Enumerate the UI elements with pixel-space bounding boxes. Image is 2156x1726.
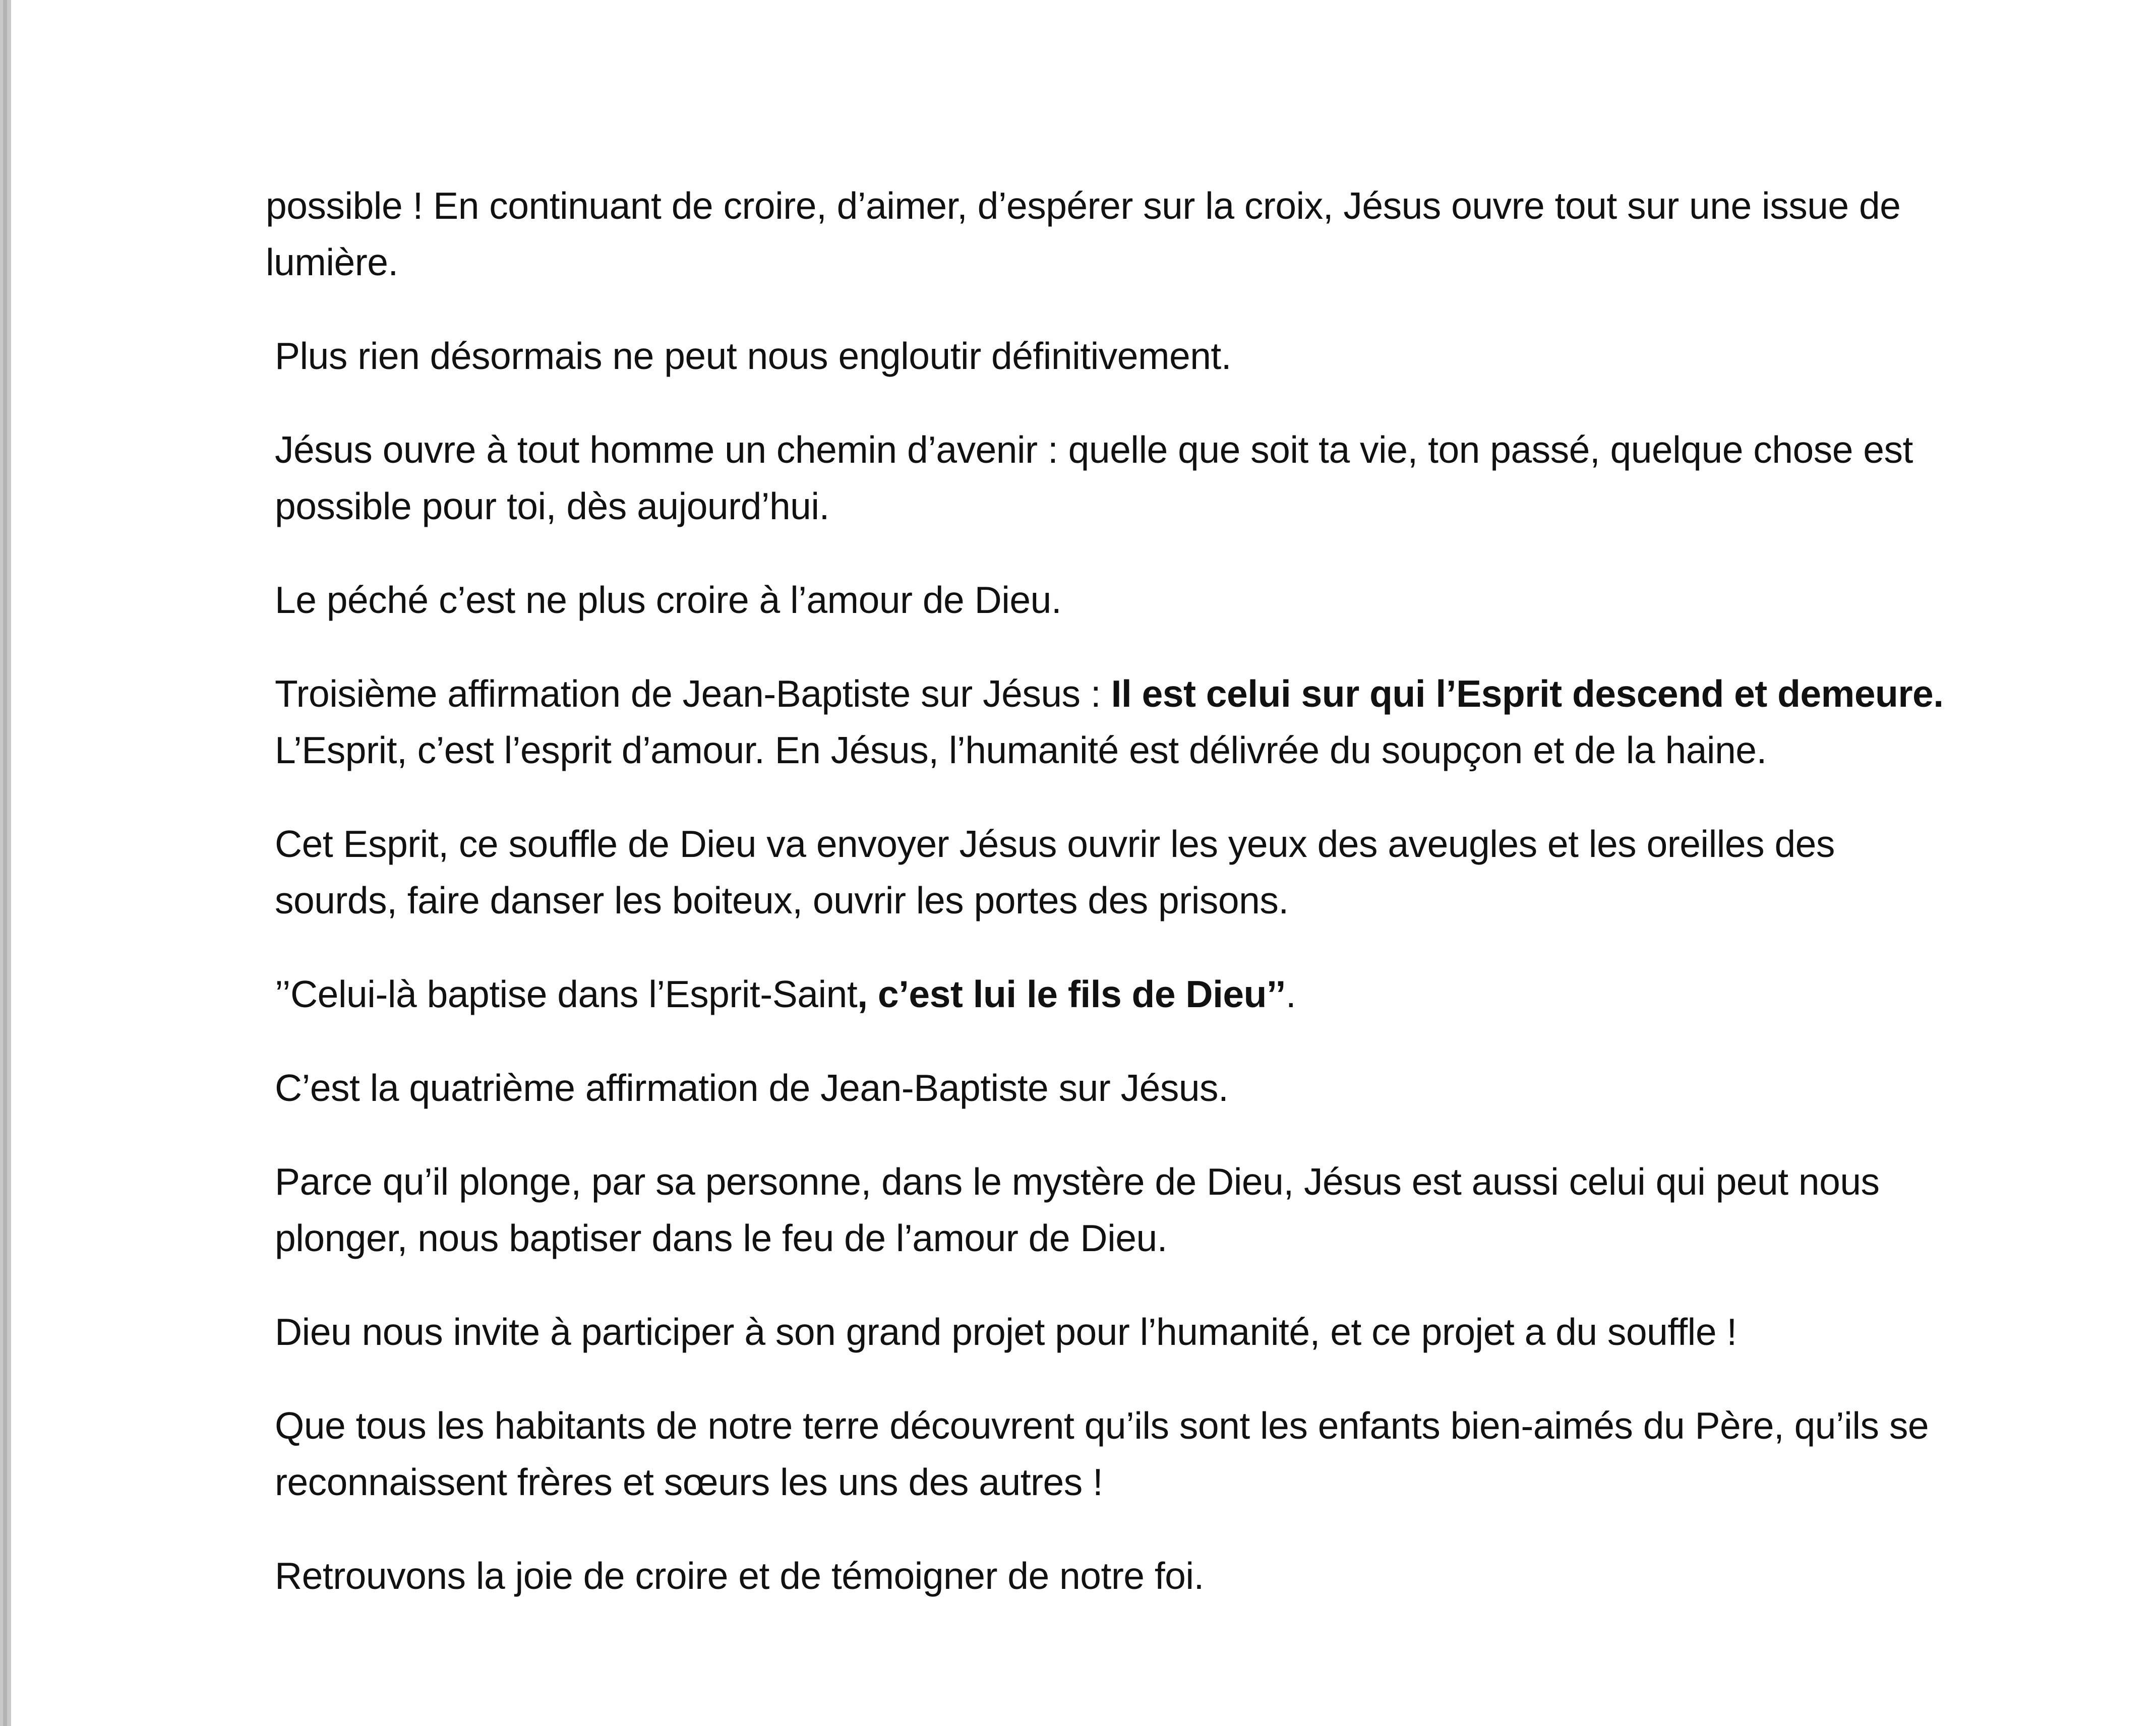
paragraph-11: [266, 1397, 1950, 1510]
paragraph-4: [266, 572, 1950, 628]
paragraph-2: [266, 328, 1950, 384]
paragraph-bold-text: , c’est lui le fils de Dieu’’: [857, 973, 1286, 1015]
paragraph-text: Cet Esprit, ce souffle de Dieu va envoyer Jésus ouvrir les yeux des aveugles et les oreilles des sourds, faire danser les boiteux, ouvrir les portes des prisons.: [275, 823, 1835, 921]
paragraph-text: Parce qu’il plonge, par sa personne, dans le mystère de Dieu, Jésus est aussi celui qui peut nous plonger, nous baptiser dans le feu de l’amour de Dieu.: [275, 1160, 1880, 1259]
paragraph-bold-text: Il est celui sur qui l’Esprit descend et demeure.: [1111, 672, 1944, 715]
paragraph-text: Retrouvons la joie de croire et de témoigner de notre foi.: [275, 1555, 1204, 1597]
page-left-edge-line: [3, 0, 7, 1726]
paragraph-text: Que tous les habitants de notre terre découvrent qu’ils sont les enfants bien-aimés du Père, qu’ils se reconnaissent frères et sœurs les uns des autres !: [275, 1404, 1929, 1503]
paragraph-5: [266, 665, 1950, 778]
paragraph-12: [266, 1548, 1950, 1604]
paragraph-text-before: ’’Celui-là baptise dans l’Esprit-Saint: [275, 973, 858, 1015]
paragraph-text: possible ! En continuant de croire, d’aimer, d’espérer sur la croix, Jésus ouvre tout sur une issue de lumière.: [266, 184, 1901, 283]
page-left-edge: [0, 0, 11, 1726]
paragraph-1: [266, 177, 1950, 290]
paragraph-8: [266, 1060, 1950, 1116]
paragraph-text-after: L’Esprit, c’est l’esprit d’amour. En Jésus, l’humanité est délivrée du soupçon et de la haine.: [275, 729, 1767, 771]
paragraph-7: [266, 966, 1950, 1022]
paragraph-text-before: Troisième affirmation de Jean-Baptiste sur Jésus :: [275, 672, 1111, 715]
paragraph-text-after: .: [1285, 973, 1296, 1015]
document-body: [266, 177, 1950, 1641]
paragraph-text: Dieu nous invite à participer à son grand projet pour l’humanité, et ce projet a du souffle !: [275, 1311, 1737, 1353]
paragraph-text: C’est la quatrième affirmation de Jean-Baptiste sur Jésus.: [275, 1067, 1229, 1109]
paragraph-10: [266, 1304, 1950, 1360]
paragraph-9: [266, 1153, 1950, 1266]
paragraph-text: Plus rien désormais ne peut nous engloutir définitivement.: [275, 335, 1232, 377]
paragraph-6: [266, 816, 1950, 929]
paragraph-text: Jésus ouvre à tout homme un chemin d’avenir : quelle que soit ta vie, ton passé, quelque chose est possible pour toi, dès aujourd’hui.: [275, 428, 1913, 527]
paragraph-3: [266, 421, 1950, 534]
paragraph-text: Le péché c’est ne plus croire à l’amour de Dieu.: [275, 579, 1062, 621]
